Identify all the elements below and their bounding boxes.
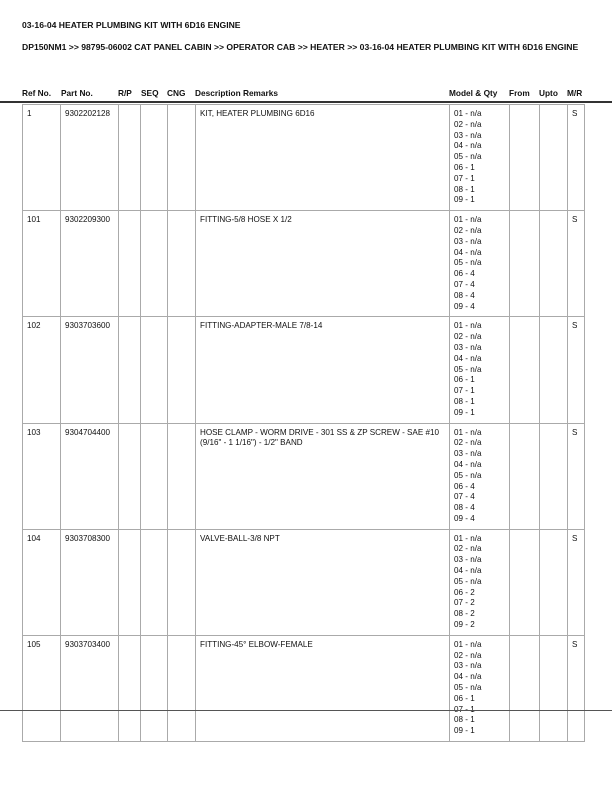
model-qty <box>450 105 510 211</box>
qty-line: 05 - n/a <box>454 470 482 480</box>
mr: S <box>568 635 585 741</box>
ref-no: 102 <box>23 317 61 423</box>
qty-line: 07 - 1 <box>454 704 475 714</box>
cng <box>168 423 196 529</box>
qty-line: 03 - n/a <box>454 449 482 459</box>
qty-line: 07 - 4 <box>454 279 475 289</box>
qty-line: 08 - 4 <box>454 290 475 300</box>
qty-line: 06 - 1 <box>454 162 475 172</box>
upto <box>540 423 568 529</box>
cng <box>168 529 196 635</box>
header-rule <box>0 101 612 103</box>
qty-line: 09 - 1 <box>454 726 475 736</box>
mr: S <box>568 423 585 529</box>
qty-line: 05 - n/a <box>454 258 482 268</box>
qty-line: 03 - n/a <box>454 661 482 671</box>
qty-line: 08 - 4 <box>454 503 475 513</box>
qty-line: 03 - n/a <box>454 130 482 140</box>
qty-line: 07 - 4 <box>454 492 475 502</box>
qty-line: 06 - 4 <box>454 481 475 491</box>
qty-line: 05 - n/a <box>454 152 482 162</box>
from <box>510 529 540 635</box>
qty-line: 08 - 1 <box>454 184 475 194</box>
model-qty <box>450 635 510 741</box>
description: FITTING-45° ELBOW-FEMALE <box>196 635 450 741</box>
qty-line: 01 - n/a <box>454 533 482 543</box>
rp <box>119 423 141 529</box>
upto <box>540 529 568 635</box>
ref-no: 1 <box>23 105 61 211</box>
upto <box>540 635 568 741</box>
part-no: 9302209300 <box>61 211 119 317</box>
mr: S <box>568 105 585 211</box>
mr: S <box>568 211 585 317</box>
from <box>510 423 540 529</box>
upto <box>540 105 568 211</box>
upto <box>540 211 568 317</box>
seq <box>141 211 168 317</box>
description: HOSE CLAMP - WORM DRIVE - 301 SS & ZP SCREW - SAE #10 (9/16" - 1 1/16") - 1/2" BAND <box>196 423 450 529</box>
qty-line: 05 - n/a <box>454 576 482 586</box>
from <box>510 317 540 423</box>
header-seq: SEQ <box>141 88 159 98</box>
qty-line: 02 - n/a <box>454 332 482 342</box>
part-no: 9303708300 <box>61 529 119 635</box>
header-cng: CNG <box>167 88 186 98</box>
ref-no: 105 <box>23 635 61 741</box>
qty-line: 07 - 2 <box>454 598 475 608</box>
qty-line: 02 - n/a <box>454 544 482 554</box>
header-qty: Model & Qty <box>449 88 498 98</box>
part-no: 9303703400 <box>61 635 119 741</box>
qty-line: 08 - 1 <box>454 396 475 406</box>
qty-line: 04 - n/a <box>454 459 482 469</box>
page-title: 03-16-04 HEATER PLUMBING KIT WITH 6D16 ENGINE <box>22 20 241 30</box>
qty-line: 01 - n/a <box>454 109 482 118</box>
upto <box>540 317 568 423</box>
qty-line: 01 - n/a <box>454 639 482 649</box>
qty-line: 06 - 4 <box>454 269 475 279</box>
header-desc: Description Remarks <box>195 88 279 98</box>
qty-line: 07 - 1 <box>454 173 475 183</box>
mr: S <box>568 529 585 635</box>
table-row <box>23 105 585 211</box>
seq <box>141 423 168 529</box>
part-no: 9303703600 <box>61 317 119 423</box>
header-rp: R/P <box>118 88 132 98</box>
from <box>510 211 540 317</box>
seq <box>141 635 168 741</box>
ref-no: 104 <box>23 529 61 635</box>
part-no: 9304704400 <box>61 423 119 529</box>
header-upto: Upto <box>539 88 558 98</box>
qty-line: 03 - n/a <box>454 236 482 246</box>
model-qty <box>450 529 510 635</box>
qty-line: 09 - 2 <box>454 620 475 630</box>
ref-no: 101 <box>23 211 61 317</box>
header-ref: Ref No. <box>22 88 52 98</box>
parts-table <box>22 104 585 742</box>
qty-line: 04 - n/a <box>454 141 482 151</box>
ref-no: 103 <box>23 423 61 529</box>
table-row <box>23 635 585 741</box>
breadcrumb: DP150NM1 >> 98795-06002 CAT PANEL CABIN >> OPERATOR CAB >> HEATER >> 03-16-04 HEATER PLUMBING KIT WITH 6D16 ENGINE <box>22 42 579 52</box>
description: VALVE-BALL-3/8 NPT <box>196 529 450 635</box>
qty-line: 04 - n/a <box>454 353 482 363</box>
qty-line: 04 - n/a <box>454 566 482 576</box>
qty-line: 01 - n/a <box>454 215 482 225</box>
qty-line: 06 - 1 <box>454 693 475 703</box>
qty-line: 01 - n/a <box>454 321 482 331</box>
cng <box>168 211 196 317</box>
qty-line: 06 - 2 <box>454 587 475 597</box>
seq <box>141 529 168 635</box>
cng <box>168 317 196 423</box>
qty-line: 05 - n/a <box>454 364 482 374</box>
rp <box>119 317 141 423</box>
table-row <box>23 211 585 317</box>
rp <box>119 211 141 317</box>
header-part: Part No. <box>61 88 93 98</box>
qty-line: 06 - 1 <box>454 375 475 385</box>
model-qty <box>450 423 510 529</box>
qty-line: 09 - 1 <box>454 195 475 205</box>
model-qty <box>450 317 510 423</box>
rp <box>119 529 141 635</box>
qty-line: 02 - n/a <box>454 650 482 660</box>
table-row <box>23 529 585 635</box>
rp <box>119 635 141 741</box>
rp <box>119 105 141 211</box>
table-row <box>23 317 585 423</box>
qty-line: 02 - n/a <box>454 225 482 235</box>
from <box>510 635 540 741</box>
qty-line: 03 - n/a <box>454 342 482 352</box>
qty-line: 02 - n/a <box>454 119 482 129</box>
qty-line: 07 - 1 <box>454 386 475 396</box>
mr: S <box>568 317 585 423</box>
qty-line: 03 - n/a <box>454 555 482 565</box>
qty-line: 01 - n/a <box>454 427 482 437</box>
qty-line: 05 - n/a <box>454 683 482 693</box>
footer-rule <box>0 710 612 711</box>
qty-line: 02 - n/a <box>454 438 482 448</box>
description: FITTING-ADAPTER-MALE 7/8-14 <box>196 317 450 423</box>
seq <box>141 317 168 423</box>
header-from: From <box>509 88 530 98</box>
qty-line: 08 - 2 <box>454 609 475 619</box>
part-no: 9302202128 <box>61 105 119 211</box>
cng <box>168 635 196 741</box>
qty-line: 09 - 1 <box>454 407 475 417</box>
qty-line: 08 - 1 <box>454 715 475 725</box>
cng <box>168 105 196 211</box>
description: KIT, HEATER PLUMBING 6D16 <box>196 105 450 211</box>
description: FITTING-5/8 HOSE X 1/2 <box>196 211 450 317</box>
model-qty <box>450 211 510 317</box>
from <box>510 105 540 211</box>
table-row <box>23 423 585 529</box>
seq <box>141 105 168 211</box>
qty-line: 09 - 4 <box>454 513 475 523</box>
header-mr: M/R <box>567 88 583 98</box>
qty-line: 09 - 4 <box>454 301 475 311</box>
qty-line: 04 - n/a <box>454 672 482 682</box>
qty-line: 04 - n/a <box>454 247 482 257</box>
